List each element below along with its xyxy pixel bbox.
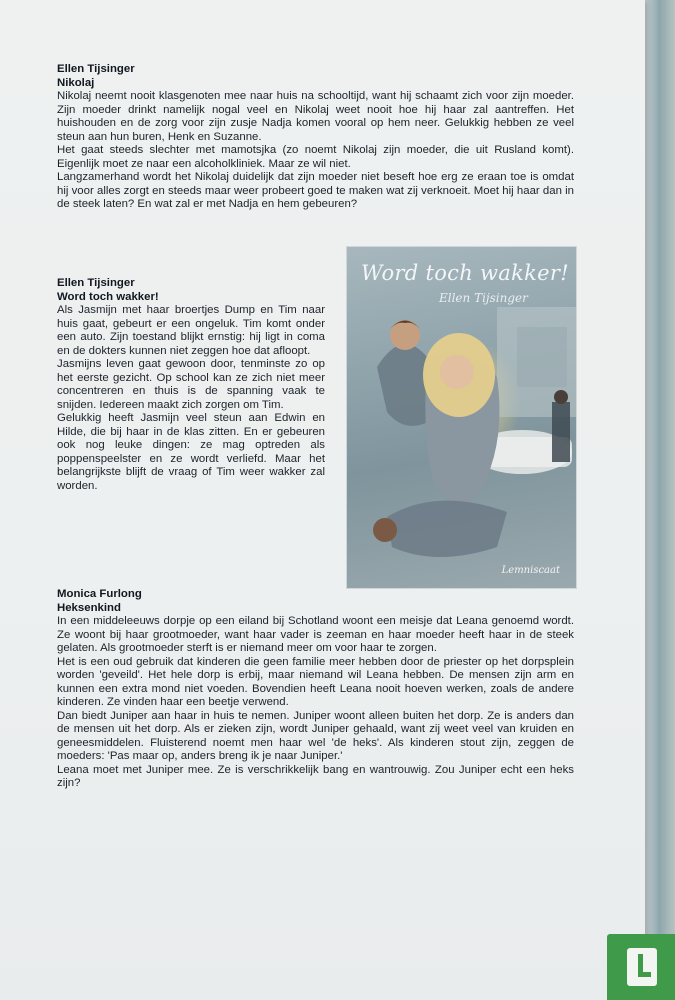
blurb-paragraph: Jasmijns leven gaat gewoon door, tenminste zo op het eerste gezicht. Op school kan ze zich niet meer concentreren en thuis is de spanning vaak te snijden. Iedereen maakt zich zorgen om Tim. [57,358,325,411]
cover-author: Ellen Tijsinger [439,291,528,305]
blurb-author: Ellen Tijsinger [57,277,135,289]
blurb-paragraph: In een middeleeuws dorpje op een eiland bij Schotland woont een meisje dat Leana genoemd wordt. Ze woont bij haar grootmoeder, want haar vader is zeeman en haar moeder heeft haar in de steek gelaten. Als grootmoeder sterft is er niemand meer om voor haar te zorgen. [57,615,574,654]
blurb-author: Monica Furlong [57,588,142,600]
book-blurb-nikolaj [57,63,574,212]
book-blurb-heksenkind [57,588,574,791]
book-spine-edge [640,0,675,1000]
cover-title: Word toch wakker! [361,261,569,285]
blurb-paragraph: Als Jasmijn met haar broertjes Dump en Tim naar huis gaat, gebeurt er een ongeluk. Tim komt onder een auto. Zijn toestand blijkt ernstig: hij ligt in coma en de dokters kunnen niet zeggen hoe dat afloopt. [57,304,325,357]
blurb-title: Nikolaj [57,76,95,89]
blurb-author: Ellen Tijsinger [57,63,135,75]
blurb-paragraph: Gelukkig heeft Jasmijn veel steun aan Edwin en Hilde, die bij haar in de klas zitten. En er gebeuren ook nog leuke dingen: ze mag optreden als poppenspeelster en ze wordt verliefd. Maar het belangrijkste blijft de vraag of Tim weer wakker zal worden. [57,412,325,492]
blurb-paragraph: Nikolaj neemt nooit klasgenoten mee naar huis na schooltijd, want hij schaamt zich voor zijn moeder. Zijn moeder drinkt namelijk nogal veel en Nikolaj weet nooit hoe hij haar zal aantreffen. Het huishouden en de zorg voor zijn zusje Nadja komen vooral op hem neer. Gelukkig hebben ze veel steun aan hun buren, Henk en Suzanne. [57,90,574,143]
blurb-title: Heksenkind [57,601,121,614]
l-letter-icon [627,948,657,986]
blurb-title: Word toch wakker! [57,290,159,303]
blurb-paragraph: Het is een oud gebruik dat kinderen die geen familie meer hebben door de priester op het dorpsplein worden 'geveild'. Het hele dorp is erbij, maar niemand wil Leana hebben. De mensen zijn arm en kunnen een extra mond niet voeden. Bovendien heeft Leana nooit hoeven werken, zoals de andere kinderen. Ze vinden haar een beetje verwend. [57,655,574,708]
blurb-paragraph: Langzamerhand wordt het Nikolaj duidelijk dat zijn moeder niet beseft hoe erg ze eraan toe is omdat hij voor alles zorgt en steeds maar weer probeert goed te maken wat zij verknoeit. Moet hij haar dan in de steek laten? En wat zal er met Nadja en hem gebeuren? [57,171,574,210]
book-cover-image [346,246,577,589]
lastdodo-logo-icon[interactable] [607,934,675,1000]
book-blurb-word-toch-wakker [57,277,325,493]
blurb-paragraph: Leana moet met Juniper mee. Ze is verschrikkelijk bang en wantrouwig. Zou Juniper echt een heks zijn? [57,763,574,789]
cover-publisher: Lemniscaat [501,565,560,576]
blurb-paragraph: Dan biedt Juniper aan haar in huis te nemen. Juniper woont alleen buiten het dorp. Ze is anders dan de mensen uit het dorp. Als er zieken zijn, wordt Juniper gehaald, want zij weet veel van kruiden en geneesmiddelen. Fluisterend noemt men haar wel 'de heks'. Als kinderen stout zijn, zeggen de moeders: 'Pas maar op, anders breng ik je naar Juniper.' [57,709,574,762]
blurb-paragraph: Het gaat steeds slechter met mamotsjka (zo noemt Nikolaj zijn moeder, die uit Rusland komt). Eigenlijk moet ze naar een alcoholkliniek. Maar ze wil niet. [57,144,574,170]
